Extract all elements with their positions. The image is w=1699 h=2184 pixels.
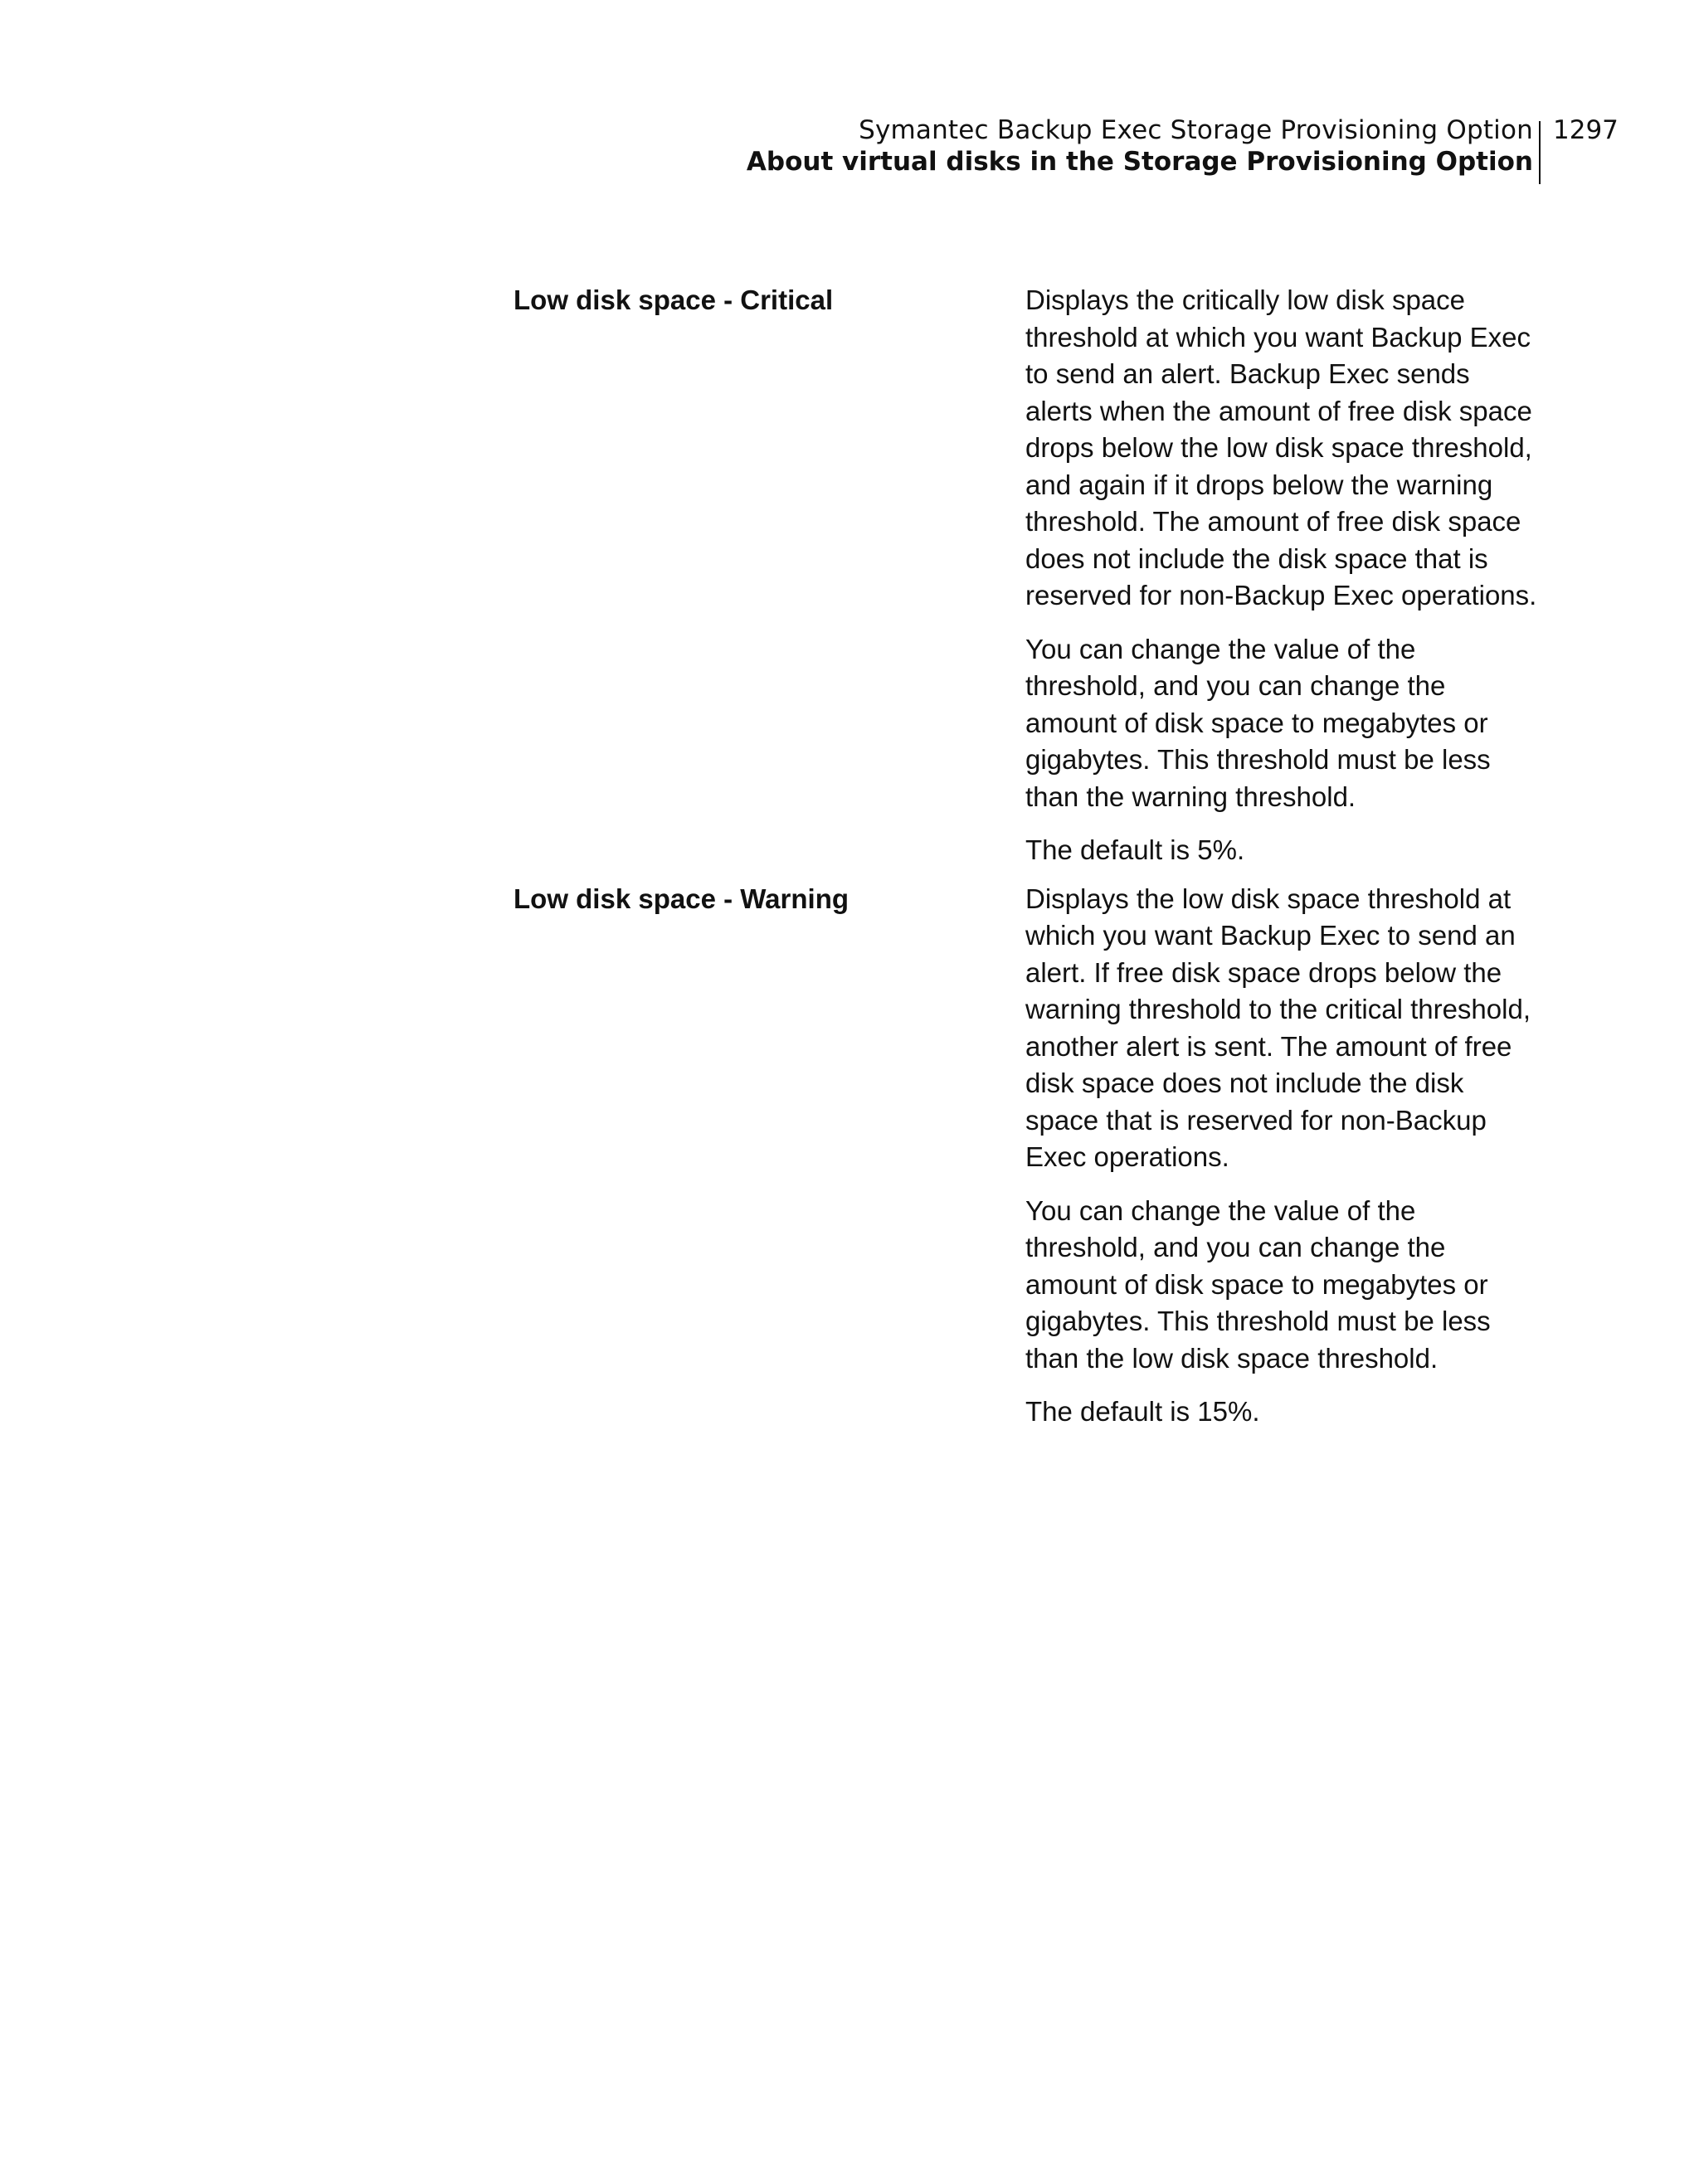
definition-table xyxy=(514,282,1592,1442)
chapter-title: Symantec Backup Exec Storage Provisioning Option xyxy=(859,115,1533,145)
page-number: 1297 xyxy=(1553,115,1619,145)
definition-row-critical xyxy=(514,282,1592,869)
description-paragraph: You can change the value of the threshold, and you can change the amount of disk space to megabytes or gigabytes. This threshold must be less than the warning threshold. xyxy=(1025,633,1491,812)
definition-term: Low disk space - Critical xyxy=(514,285,834,315)
default-value-note: The default is 15%. xyxy=(1025,1396,1260,1427)
description-paragraph: Displays the critically low disk space threshold at which you want Backup Exec to send an alert. Backup Exec sends alerts when the amount of free disk space drops below the low disk space threshold, and again if it drops below the warning threshold. The amount of free disk space does not include the disk space that is reserved for non-Backup Exec operations. xyxy=(1025,285,1537,610)
section-title: About virtual disks in the Storage Provisioning Option xyxy=(746,147,1533,177)
definition-description xyxy=(1025,881,1540,1431)
definition-description xyxy=(1025,282,1540,869)
definition-row-warning xyxy=(514,881,1592,1431)
description-paragraph: You can change the value of the threshold, and you can change the amount of disk space to megabytes or gigabytes. This threshold must be less than the low disk space threshold. xyxy=(1025,1194,1491,1374)
definition-term: Low disk space - Warning xyxy=(514,883,850,914)
header-titles xyxy=(747,114,1533,178)
default-value-note: The default is 5%. xyxy=(1025,834,1245,865)
description-paragraph: Displays the low disk space threshold at which you want Backup Exec to send an alert. If free disk space drops below the warning threshold to the critical threshold, another alert is sent. The amount of free disk space does not include the disk space that is reserved for non-Backup Exec operations. xyxy=(1025,883,1531,1172)
header-divider xyxy=(1539,121,1541,184)
running-header xyxy=(747,114,1659,186)
